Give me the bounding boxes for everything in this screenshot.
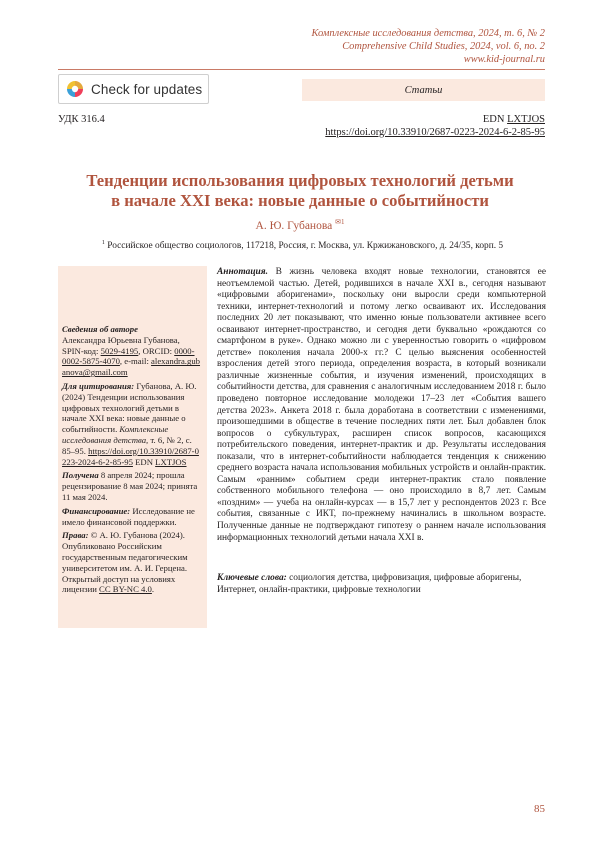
email-label: , e-mail: <box>119 356 152 367</box>
abstract-heading: Аннотация. <box>217 267 268 277</box>
edn-doi-block <box>325 113 545 139</box>
article-title <box>60 171 540 211</box>
citation-tail: т. 6, № 2, с. 85–95. <box>62 434 192 456</box>
keywords-text: социология детства, цифровизация, цифровые аборигены, Интернет, онлайн-практики, цифровые технологии <box>217 573 522 595</box>
citation-heading: Для цитирования: <box>62 380 135 391</box>
author-fullname: Александра Юрьевна Губанова, <box>62 334 180 345</box>
journal-title-en: Comprehensive Child Studies, 2024, vol. 6, no. 2 <box>342 41 545 52</box>
about-author-heading: Сведения об авторе <box>62 324 138 334</box>
page-number: 85 <box>534 803 545 815</box>
udk-code: УДК 316.4 <box>58 114 105 125</box>
received-dates <box>62 470 203 502</box>
rights <box>62 530 203 595</box>
citation-journal: Комплексные исследования детства, <box>62 424 169 445</box>
edn-prefix: EDN <box>482 114 508 125</box>
funding-text: Исследование не имело финансовой поддержки. <box>62 505 195 527</box>
rights-text: © А. Ю. Губанова (2024). Опубликовано Российским государственным педагогическим университетом им. А. И. Герцена. Открытый доступ на условиях лицензии <box>62 530 188 595</box>
article-title-line1: Тенденции использования цифровых технологий детьми <box>86 171 514 190</box>
author-mail-mark: ✉1 <box>335 218 345 226</box>
license-link[interactable]: CC BY-NC 4.0 <box>99 584 152 595</box>
affiliation-text: Российское общество социологов, 117218, Россия, г. Москва, ул. Кржижановского, д. 24/35, корп. 5 <box>104 241 504 252</box>
citation-text: Губанова, А. Ю. (2024) Тенденции использования цифровых технологий детьми в начале XXI века: новые данные о событийности. <box>62 380 197 435</box>
author-name: А. Ю. Губанова <box>255 219 336 232</box>
edn-line <box>325 113 545 126</box>
spin-label: SPIN-код: <box>62 345 101 356</box>
citation-doi-link[interactable]: https://doi.org/10.33910/2687-0223-2024-6-2-85-95 <box>62 445 199 467</box>
citation-edn-prefix: EDN <box>132 456 156 467</box>
journal-website[interactable]: www.kid-journal.ru <box>463 54 545 65</box>
about-author-text <box>62 335 203 378</box>
section-label: Статьи <box>404 84 443 96</box>
doi-link[interactable]: https://doi.org/10.33910/2687-0223-2024-6-2-85-95 <box>325 127 545 138</box>
keywords <box>217 573 546 596</box>
journal-title-ru: Комплексные исследования детства, 2024, т. 6, № 2 <box>311 28 545 39</box>
check-for-updates-label: Check for updates <box>91 81 203 97</box>
section-label-box <box>302 79 545 101</box>
received-text: 8 апреля 2024; прошла рецензирование 8 мая 2024; принята 11 мая 2024. <box>62 470 198 502</box>
spin-link[interactable]: 5029-4195 <box>100 345 139 356</box>
orcid-label: , ORCID: <box>138 345 175 356</box>
funding-heading: Финансирование: <box>62 505 131 516</box>
journal-header <box>311 27 545 66</box>
received-heading: Получена <box>62 470 99 481</box>
header-divider <box>58 69 545 70</box>
crossmark-icon <box>65 79 85 99</box>
affiliation-mark: 1 <box>101 240 105 246</box>
email-link[interactable]: alexandra.gubanova@gmail.com <box>62 356 201 378</box>
keywords-heading: Ключевые слова: <box>217 573 287 583</box>
affiliation <box>60 240 545 251</box>
article-title-line2: в начале XXI века: новые данные о событийности <box>111 191 489 210</box>
abstract <box>217 267 546 544</box>
edn-link[interactable]: LXTJOS <box>507 114 545 125</box>
license-end: . <box>151 584 155 595</box>
about-author <box>62 324 203 378</box>
abstract-text: В жизнь человека входят новые технологии, становятся ее неотъемлемой частью. Детей, родившихся в начале XXI в., сегодня называют «цифровыми аборигенами», поскольку они выросли среди компьютерной техники, интернет-технологий и потому легко осваивают их. Исследования последних 20 лет показывают, что именно юные пользователи активнее всего осваивают интернет-пространство, и сегодня дети буквально «рождаются со смартфоном в руке». Однако можно ли с уверенностью говорить о «цифровом детстве» поколения начала 2000-х гг.? С целью выяснения особенностей взросления детей этого периода, определения возраста, в который возникали различные жизненные события, и изучения изменений, происходящих в событийности детства, для сравнения с аналогичным исследованием 2018 г. было проведено повторное исследование молодежи 17–23 лет «События вашего детства 2023». Анкета 2018 г. была доработана в соответствии с изменениями, произошедшими в обществе в течение последних пяти лет. Был добавлен блок вопросов о субкультурах, расширен список вопросов, касающихся потребительского поведения, интернет-практик и др. Результаты исследования показали, что в интернет-событийности наблюдается тенденция к снижению среднего возраста начала использования мобильных устройств и онлайн-практик. Самым «ранним» событием среди интернет-практик стало появление собственного мобильного телефона — оно происходило в 8,7 лет. Самым «поздним» — учеба на онлайн-курсах — в 15,7 лет у респондентов 2023 г. Все события, связанные с ИКТ, по-прежнему начинались в школьном возрасте. Полученные данные не подтверждают гипотезу о раннем начале использования информационных технологий детьми начала XXI в. <box>217 267 546 543</box>
author-line <box>0 218 600 232</box>
info-sidebar <box>58 266 207 628</box>
rights-heading: Права: <box>62 530 89 541</box>
citation <box>62 381 203 467</box>
check-for-updates-button[interactable] <box>58 74 209 104</box>
citation-edn-link[interactable]: LXTJOS <box>155 456 187 467</box>
orcid-link[interactable]: 0000-0002-5875-4070 <box>62 345 195 367</box>
funding <box>62 506 203 528</box>
